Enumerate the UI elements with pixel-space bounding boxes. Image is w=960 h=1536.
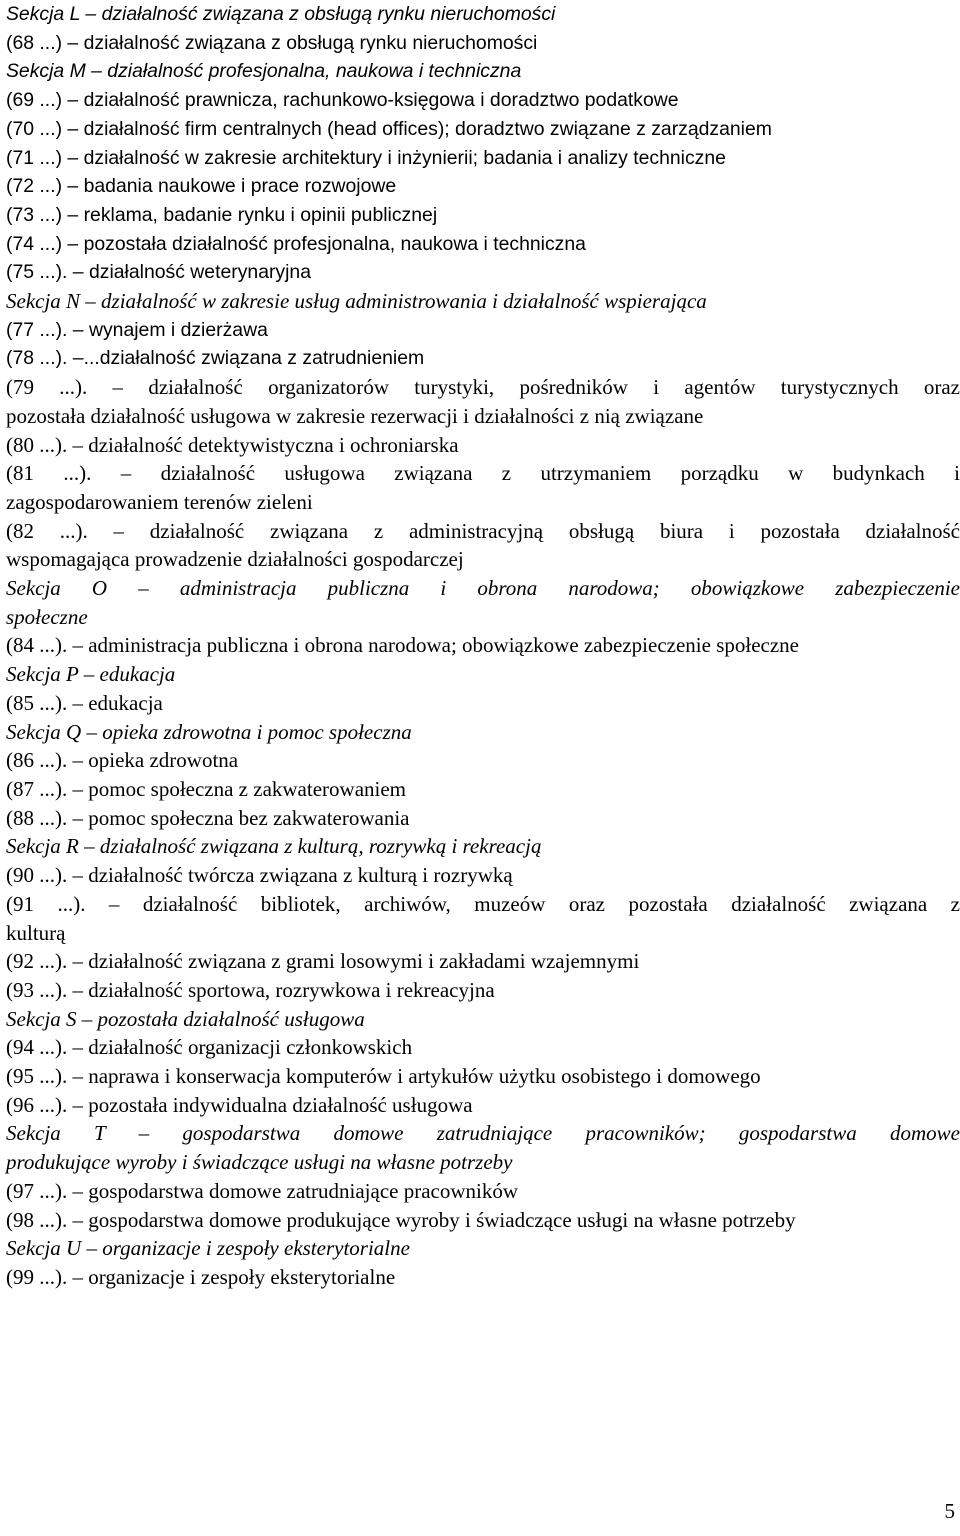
section-heading: Sekcja L – działalność związana z obsługą rynku nieruchomości bbox=[6, 3, 556, 25]
list-item: kulturą bbox=[6, 920, 66, 945]
list-item: (91 ...). – działalność bibliotek, archiwów, muzeów oraz pozostała działalność związana z bbox=[6, 891, 960, 916]
list-item: (80 ...). – działalność detektywistyczna i ochroniarska bbox=[6, 432, 459, 457]
list-item: pozostała działalność usługowa w zakresie rezerwacji i działalności z nią związane bbox=[6, 403, 704, 428]
list-item: (73 ...) – reklama, badanie rynku i opinii publicznej bbox=[6, 203, 438, 226]
list-item: (99 ...). – organizacje i zespoły eksterytorialne bbox=[6, 1264, 396, 1289]
document-page bbox=[6, 0, 960, 1292]
pkd-section-list bbox=[6, 0, 960, 1292]
list-item: (81 ...). – działalność usługowa związana z utrzymaniem porządku w budynkach i bbox=[6, 461, 960, 486]
section-heading: Sekcja U – organizacje i zespoły eksterytorialne bbox=[6, 1236, 410, 1261]
list-item: wspomagająca prowadzenie działalności gospodarczej bbox=[6, 547, 464, 572]
section-heading: Sekcja N – działalność w zakresie usług administrowania i działalność wspierająca bbox=[6, 289, 707, 314]
list-item: (90 ...). – działalność twórcza związana z kulturą i rozrywką bbox=[6, 863, 513, 888]
list-item: (88 ...). – pomoc społeczna bez zakwaterowania bbox=[6, 805, 410, 830]
list-item: (86 ...). – opieka zdrowotna bbox=[6, 748, 239, 773]
list-item: (97 ...). – gospodarstwa domowe zatrudniające pracowników bbox=[6, 1178, 519, 1203]
list-item: (87 ...). – pomoc społeczna z zakwaterowaniem bbox=[6, 776, 407, 801]
list-item: (82 ...). – działalność związana z administracyjną obsługą biura i pozostała działalność bbox=[6, 518, 960, 543]
list-item: (84 ...). – administracja publiczna i obrona narodowa; obowiązkowe zabezpieczenie społeczne bbox=[6, 633, 799, 658]
list-item: zagospodarowaniem terenów zieleni bbox=[6, 489, 313, 514]
list-item: (92 ...). – działalność związana z grami losowymi i zakładami wzajemnymi bbox=[6, 949, 640, 974]
list-item: (79 ...). – działalność organizatorów turystyki, pośredników i agentów turystycznych oraz bbox=[6, 375, 960, 400]
section-heading: Sekcja O – administracja publiczna i obrona narodowa; obowiązkowe zabezpieczenie bbox=[6, 576, 960, 601]
section-heading: społeczne bbox=[6, 604, 88, 629]
list-item: (85 ...). – edukacja bbox=[6, 690, 163, 715]
list-item: (69 ...) – działalność prawnicza, rachunkowo-księgowa i doradztwo podatkowe bbox=[6, 89, 679, 112]
list-item: (72 ...) – badania naukowe i prace rozwojowe bbox=[6, 175, 397, 198]
list-item: (78 ...). –...działalność związana z zatrudnieniem bbox=[6, 347, 425, 370]
page-number: 5 bbox=[944, 1499, 955, 1523]
list-item: (74 ...) – pozostała działalność profesjonalna, naukowa i techniczna bbox=[6, 232, 586, 255]
list-item: (75 ...). – działalność weterynaryjna bbox=[6, 261, 312, 284]
list-item: (68 ...) – działalność związana z obsługą rynku nieruchomości bbox=[6, 31, 538, 54]
list-item: (98 ...). – gospodarstwa domowe produkujące wyroby i świadczące usługi na własne potrzeby bbox=[6, 1207, 796, 1232]
list-item: (96 ...). – pozostała indywidualna działalność usługowa bbox=[6, 1092, 473, 1117]
list-item: (70 ...) – działalność firm centralnych (head offices); doradztwo związane z zarządzaniem bbox=[6, 117, 772, 140]
list-item: (71 ...) – działalność w zakresie architektury i inżynierii; badania i analizy techniczne bbox=[6, 146, 726, 169]
list-item: (95 ...). – naprawa i konserwacja komputerów i artykułów użytku osobistego i domowego bbox=[6, 1064, 761, 1089]
section-heading: Sekcja R – działalność związana z kulturą, rozrywką i rekreacją bbox=[6, 834, 542, 859]
list-item: (77 ...). – wynajem i dzierżawa bbox=[6, 318, 268, 341]
section-heading: Sekcja Q – opieka zdrowotna i pomoc społeczna bbox=[6, 719, 412, 744]
list-item: (94 ...). – działalność organizacji członkowskich bbox=[6, 1035, 413, 1060]
section-heading: Sekcja P – edukacja bbox=[6, 662, 176, 687]
section-heading: Sekcja S – pozostała działalność usługowa bbox=[6, 1006, 365, 1031]
section-heading: Sekcja T – gospodarstwa domowe zatrudniające pracowników; gospodarstwa domowe bbox=[6, 1121, 960, 1146]
list-item: (93 ...). – działalność sportowa, rozrywkowa i rekreacyjna bbox=[6, 977, 495, 1002]
section-heading: Sekcja M – działalność profesjonalna, naukowa i techniczna bbox=[6, 60, 522, 83]
section-heading: produkujące wyroby i świadczące usługi na własne potrzeby bbox=[6, 1150, 513, 1175]
